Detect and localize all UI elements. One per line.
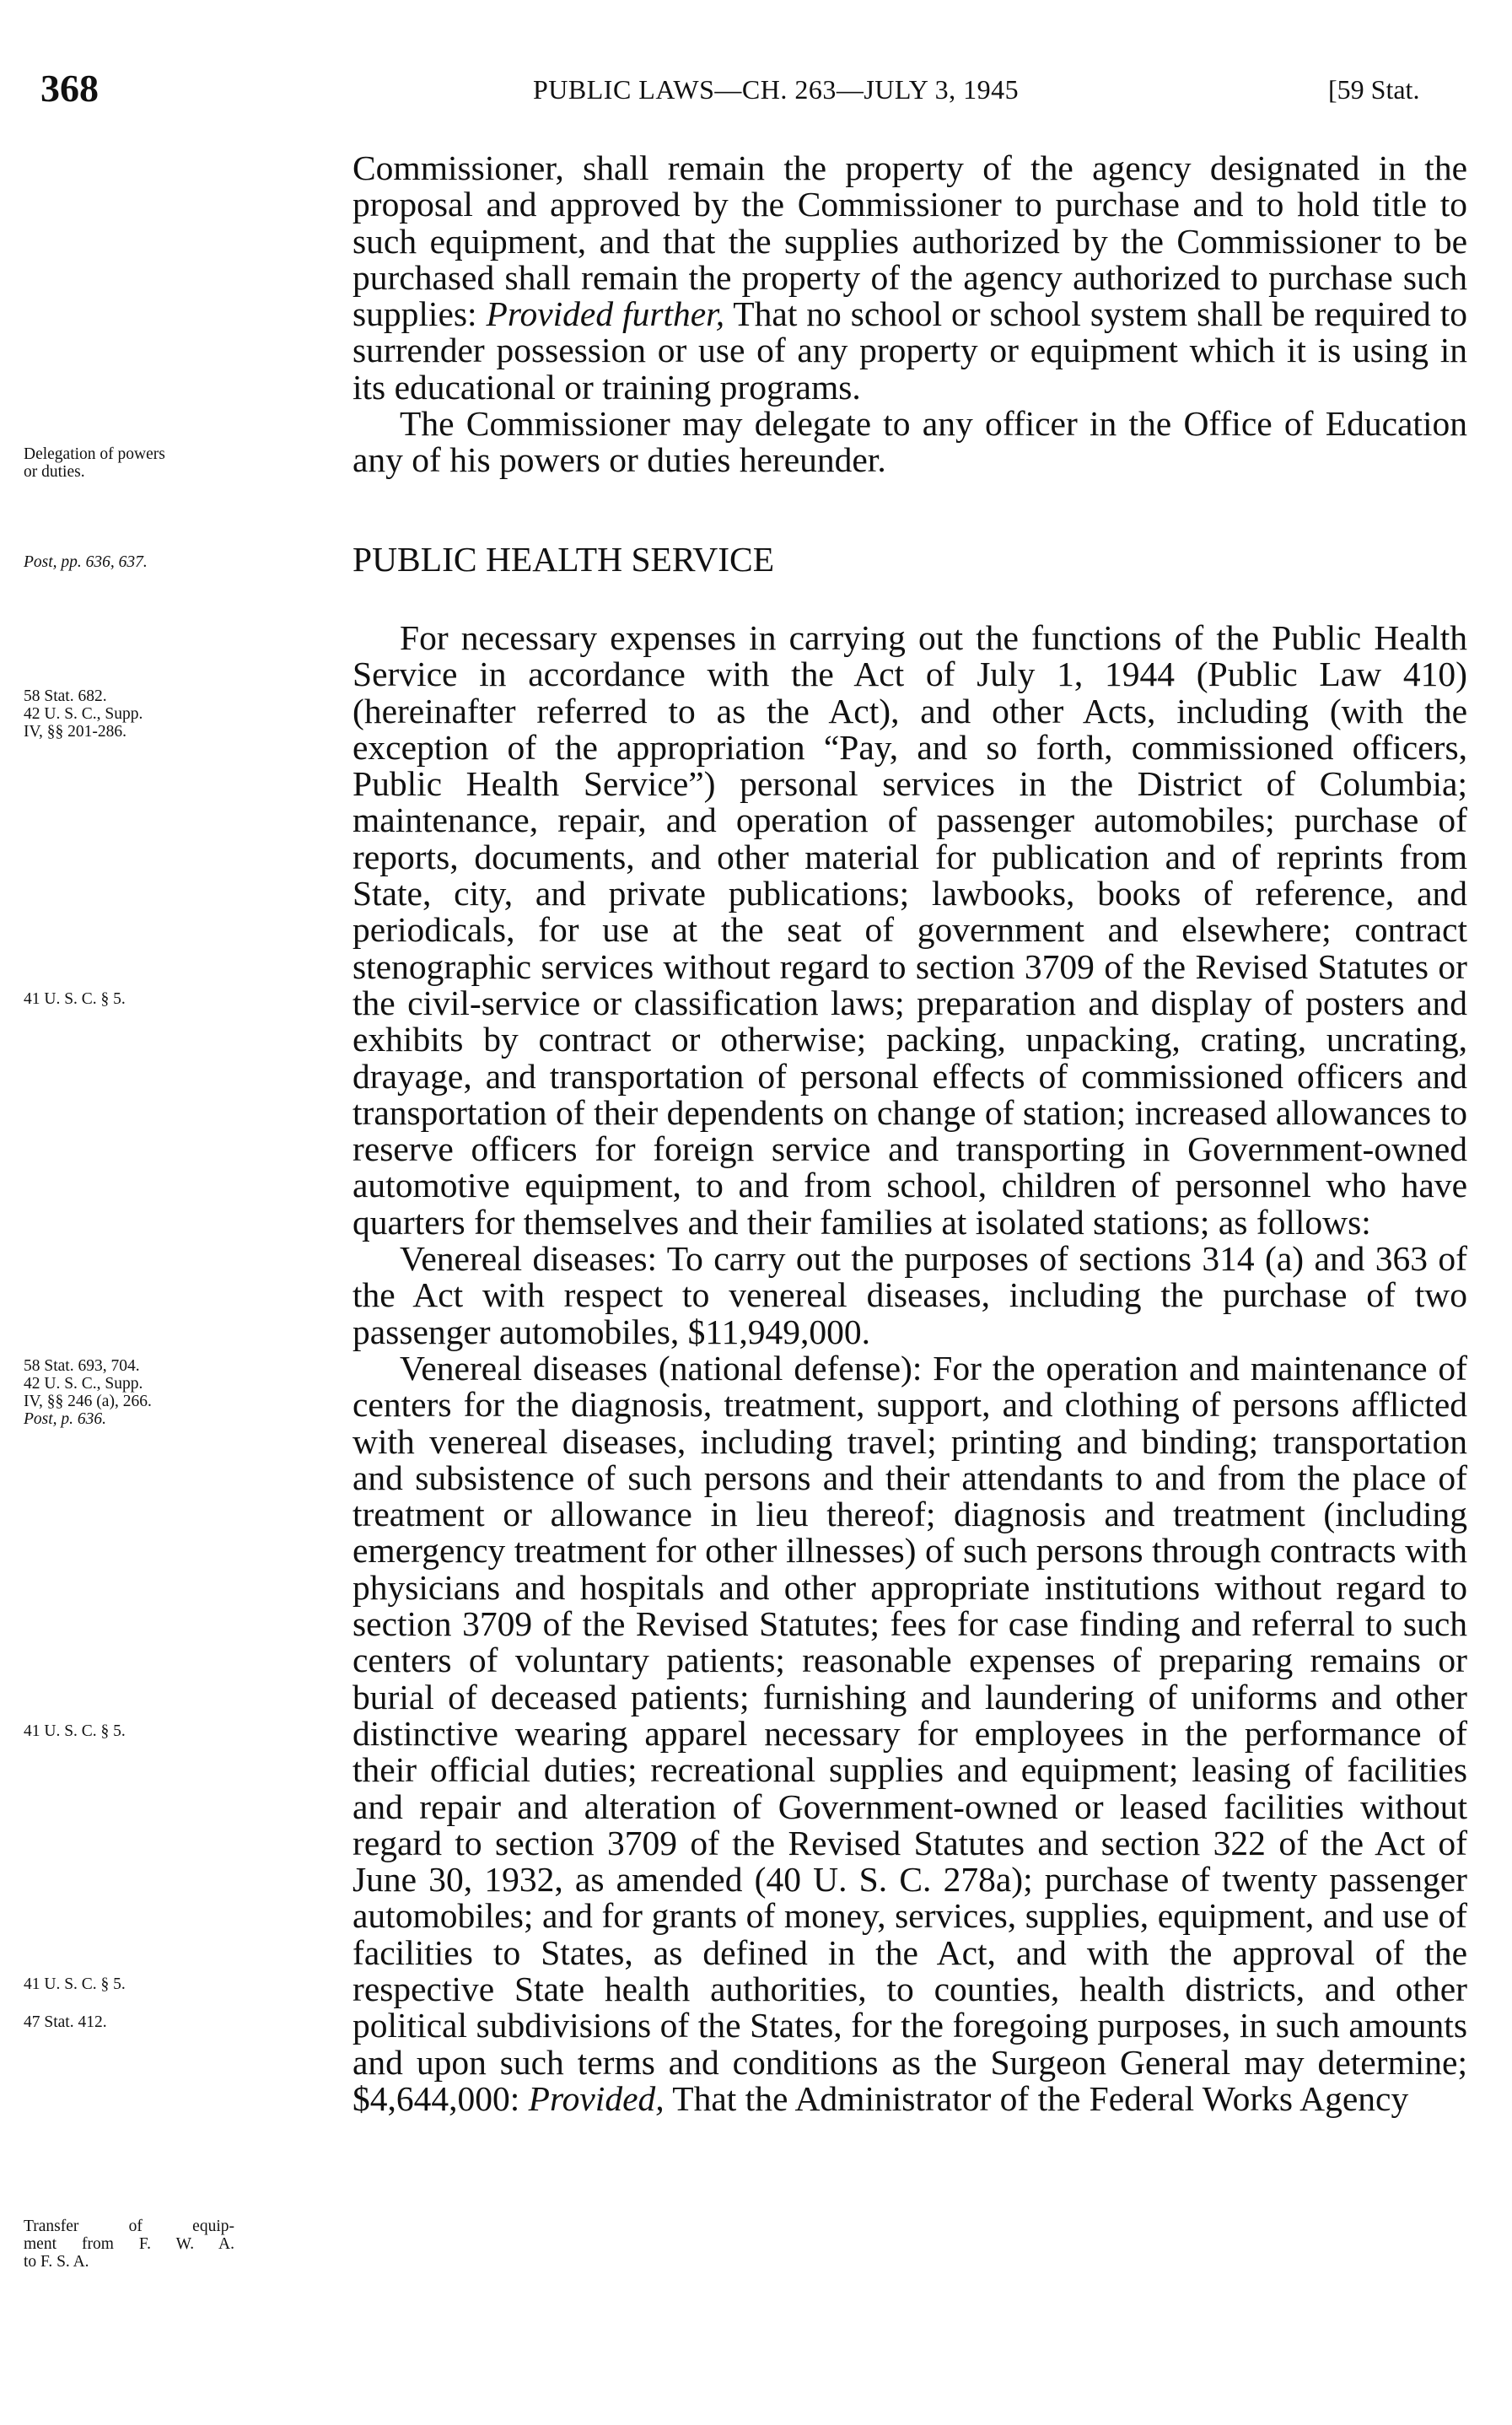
paragraph-delegation: The Commissioner may delegate to any officer in the Office of Education any of his powers or duties hereunder. <box>352 404 1467 480</box>
note-line: IV, §§ 201-286. <box>24 723 127 741</box>
note-line: or duties. <box>24 463 85 481</box>
margin-note-usc-5-c <box>24 1975 234 1993</box>
note-line: ment from F. W. A. <box>24 2235 234 2253</box>
note-line: 47 Stat. 412. <box>24 2013 107 2031</box>
text-segment: Commissioner, shall remain the property of the agency designated in the proposal and approved by the Commissioner to purchase and to hold title to such equipment, and that the supplies authorized by the Commissioner to be purchased shall remain the property of the agency authorized to purchase such supplies: <box>352 148 1467 334</box>
note-line: 41 U. S. C. § 5. <box>24 990 126 1008</box>
margin-note-stat-412 <box>24 2013 234 2031</box>
paragraph-venereal-national-defense <box>352 1350 1467 2117</box>
margin-note-post <box>24 553 234 571</box>
page-number: 368 <box>40 67 99 110</box>
main-text-column <box>352 150 1467 479</box>
text-segment: That no school or school system shall be required to surrender possession or use of any property or equipment which it is using in its educational or training programs. <box>352 294 1468 407</box>
statute-volume: [59 Stat. <box>1328 74 1420 105</box>
note-line: 41 U. S. C. § 5. <box>24 1722 126 1740</box>
proviso-italic: Provided further, <box>486 294 725 334</box>
main-text-column-2 <box>352 620 1467 2117</box>
note-line: Post, pp. 636, 637. <box>24 553 148 571</box>
paragraph-venereal-diseases: Venereal diseases: To carry out the purposes of sections 314 (a) and 363 of the Act with respect to venereal diseases, including the purchase of two passenger automobiles, $11,949,000. <box>352 1239 1467 1351</box>
note-line: 58 Stat. 693, 704. <box>24 1357 140 1375</box>
margin-note-usc-5-a <box>24 990 234 1008</box>
text-segment: That the Administrator of the Federal Works Agency <box>664 2078 1409 2118</box>
note-line: Transfer of equip- <box>24 2218 234 2235</box>
margin-note-usc-5-b <box>24 1722 234 1740</box>
note-line: 42 U. S. C., Supp. <box>24 705 143 723</box>
section-heading: PUBLIC HEALTH SERVICE <box>352 540 775 579</box>
proviso-italic: Provided, <box>528 2078 665 2118</box>
text-segment: Venereal diseases (national defense): For the operation and maintenance of centers for the diagnosis, treatment, support, and clothing of persons afflicted with venereal diseases, including travel; printing and binding; transportation and subsistence of such persons and their attendants to and from the place of treatment or allowance in lieu thereof; diagnosis and treatment (including emergency treatment for other illnesses) of such persons through contracts with physicians and hospitals and other appropriate institutions without regard to section 3709 of the Revised Statutes; fees for case finding and referral to such centers of voluntary patients; reasonable expenses of preparing remains or burial of deceased patients; furnishing and laundering of uniforms and other distinctive wearing apparel necessary for employees in the performance of their official duties; recreational supplies and equipment; leasing of facilities and repair and alteration of Government-owned or leased facilities without regard to section 3709 of the Revised Statutes and section 322 of the Act of June 30, 1932, as amended (40 U. S. C. 278a); purchase of twenty passenger automobiles; and for grants of money, services, supplies, equipment, and use of facilities to States, as defined in the Act, and with the approval of the respective State health authorities, to counties, health districts, and other political subdivisions of the States, for the foregoing purposes, in such amounts and upon such terms and conditions as the Surgeon General may determine; $4,644,000: <box>352 1348 1467 2118</box>
note-line: 42 U. S. C., Supp. <box>24 1375 143 1393</box>
margin-note-stat-693 <box>24 1357 234 1428</box>
margin-note-delegation <box>24 445 234 481</box>
note-line: to F. S. A. <box>24 2253 89 2271</box>
note-line: Post, p. 636. <box>24 1410 107 1428</box>
note-line: Delegation of powers <box>24 445 165 463</box>
running-title: PUBLIC LAWS—CH. 263—JULY 3, 1945 <box>533 74 1020 105</box>
note-line: IV, §§ 246 (a), 266. <box>24 1393 152 1410</box>
paragraph-commissioner-property <box>352 150 1467 406</box>
paragraph-necessary-expenses: For necessary expenses in carrying out the functions of the Public Health Service in accordance with the Act of July 1, 1944 (Public Law 410) (hereinafter referred to as the Act), and other Acts, including (with the exception of the appropriation “Pay, and so forth, commissioned officers, Public Health Service”) personal services in the District of Columbia; maintenance, repair, and operation of passenger automobiles; purchase of reports, documents, and other material for publication and of reprints from State, city, and private publications; lawbooks, books of reference, and periodicals, for use at the seat of government and elsewhere; contract stenographic services without regard to section 3709 of the Revised Statutes or the civil-service or classification laws; preparation and display of posters and exhibits by contract or otherwise; packing, unpacking, crating, uncrating, drayage, and transportation of personal effects of commissioned officers and transportation of their dependents on change of station; increased allowances to reserve officers for foreign service and transporting in Government-owned automotive equipment, to and from school, children of personnel who have quarters for themselves and their families at isolated stations; as follows: <box>352 618 1467 1242</box>
note-line: 41 U. S. C. § 5. <box>24 1975 126 1993</box>
note-line: 58 Stat. 682. <box>24 687 107 705</box>
margin-note-transfer <box>24 2218 234 2271</box>
margin-note-stat-682 <box>24 687 234 741</box>
